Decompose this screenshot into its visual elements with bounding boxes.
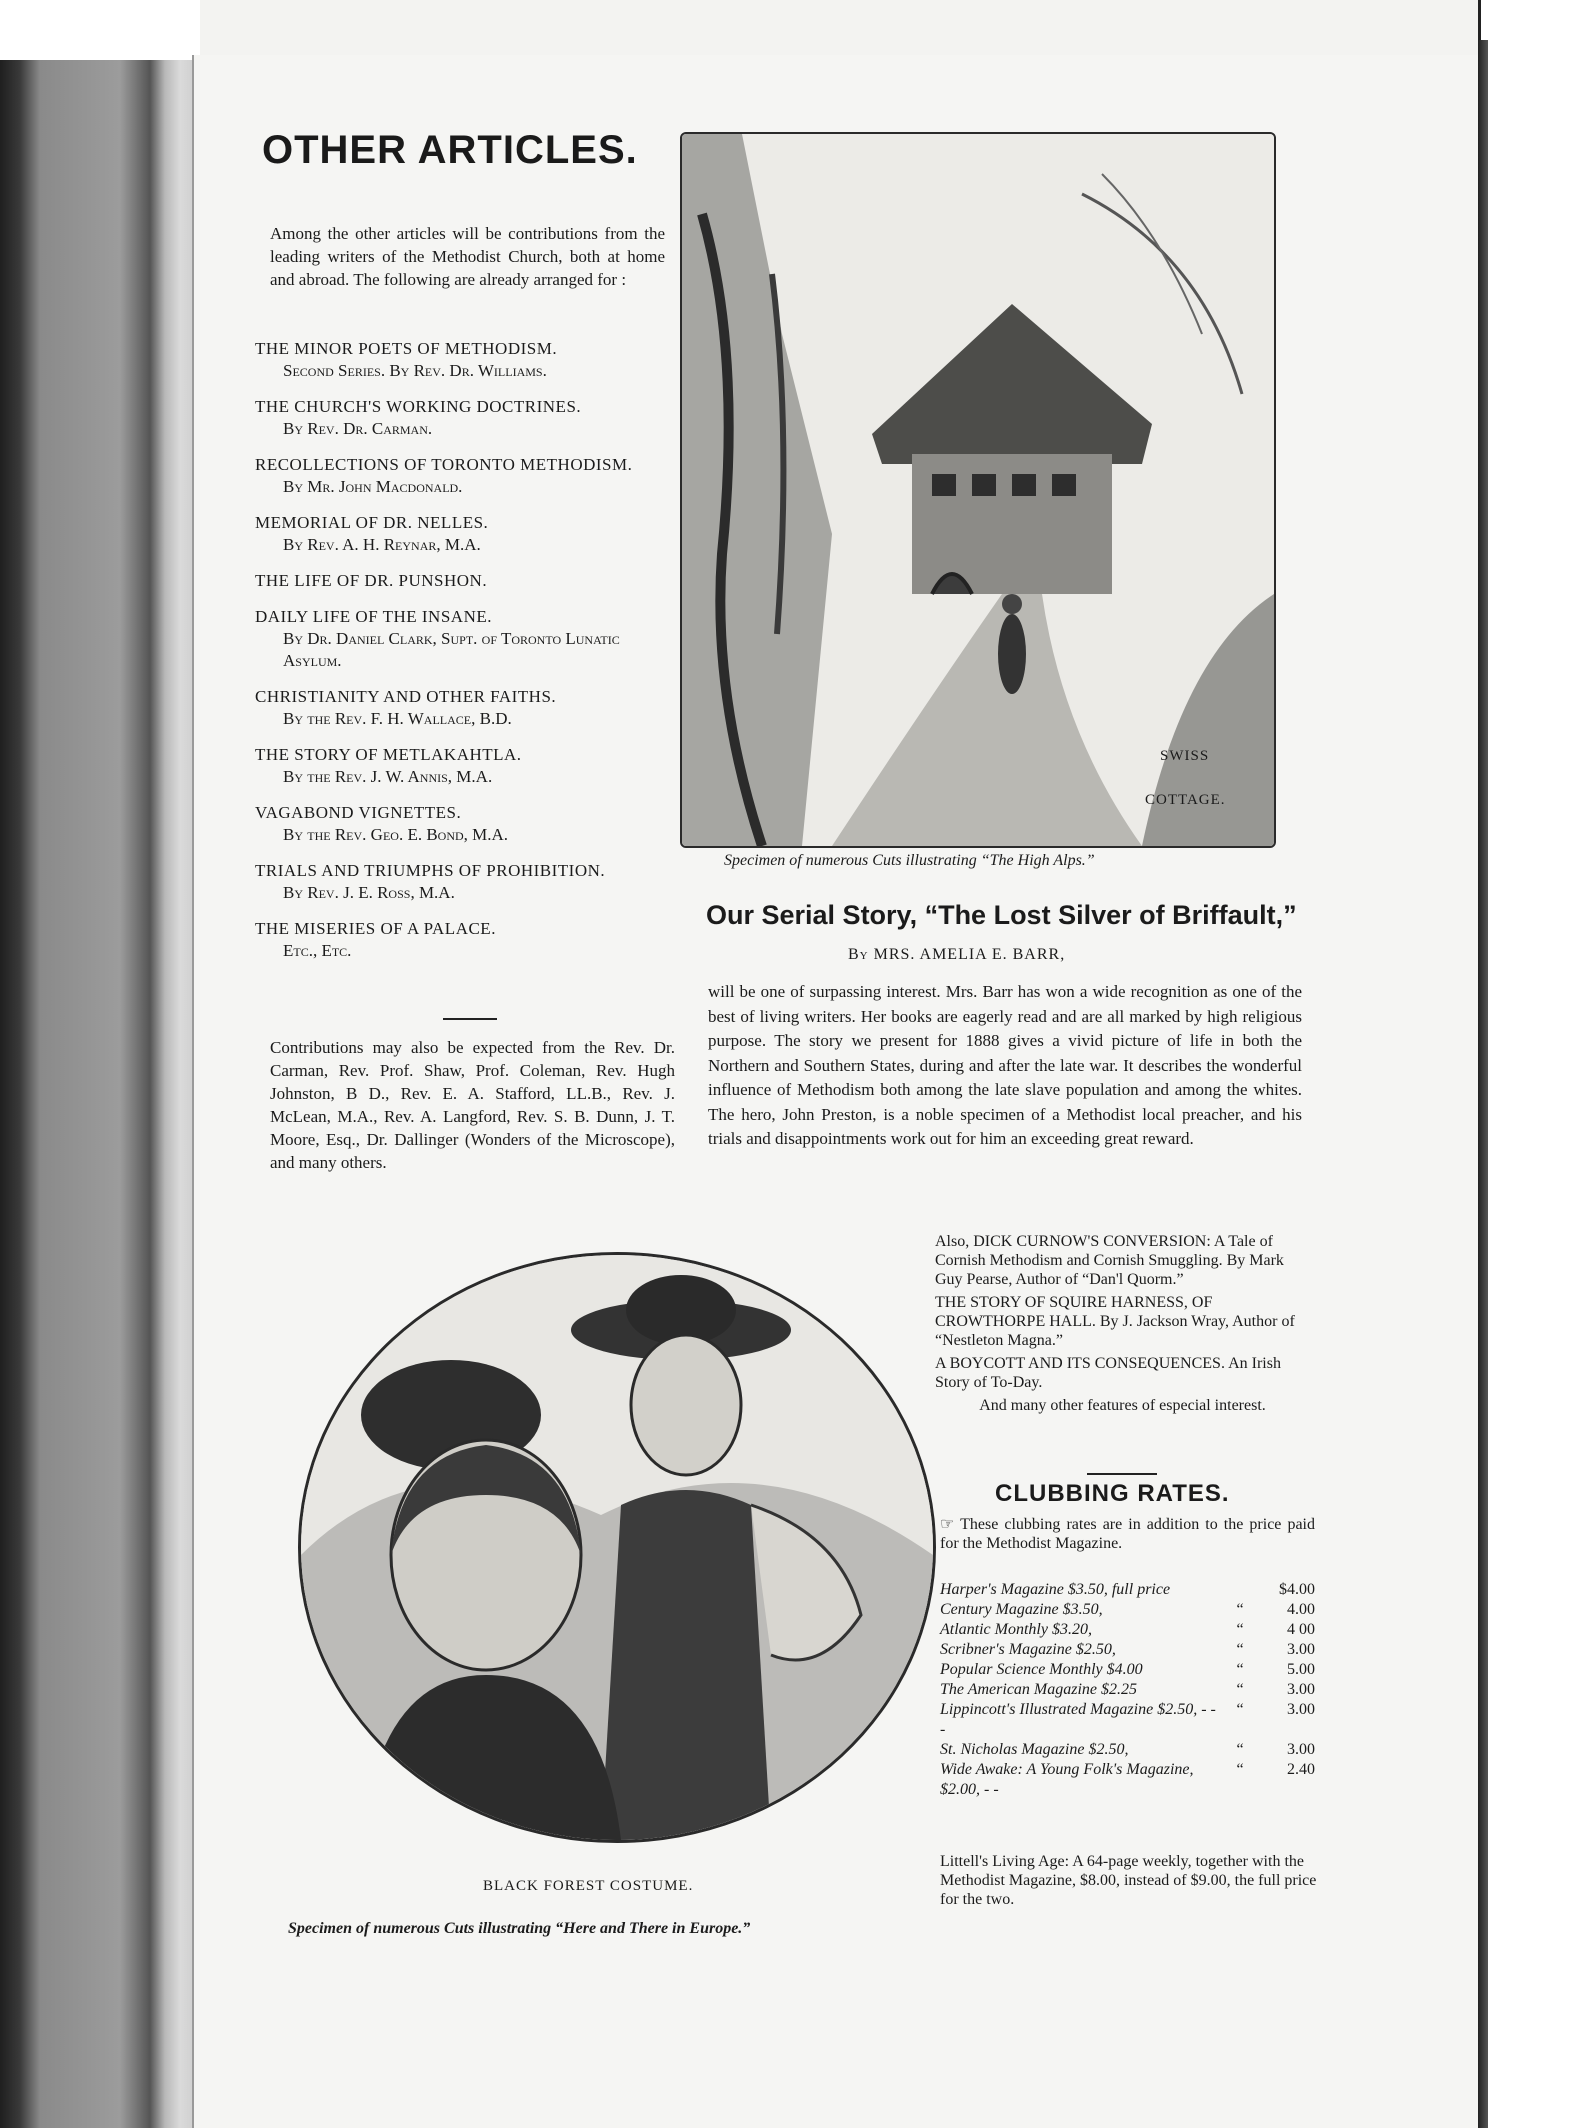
article-list xyxy=(255,338,675,976)
also-item: THE STORY OF SQUIRE HARNESS, OF CROWTHORPE HALL. By J. Jackson Wray, Author of “Nestleton Magna.” xyxy=(935,1294,1295,1349)
swiss-caption: Specimen of numerous Cuts illustrating “The High Alps.” xyxy=(724,852,1095,869)
ditto-mark: “ xyxy=(1236,1701,1244,1718)
article-title: DAILY LIFE OF THE INSANE. xyxy=(255,607,492,626)
table-row xyxy=(940,1580,1315,1600)
table-row xyxy=(940,1660,1315,1680)
article-byline: By Mr. John Macdonald. xyxy=(283,477,463,496)
swiss-cottage-illustration xyxy=(680,132,1276,848)
black-forest-caption: Specimen of numerous Cuts illustrating “Here and There in Europe.” xyxy=(288,1920,751,1937)
article-title: THE STORY OF METLAKAHTLA. xyxy=(255,745,522,764)
swiss-label: SWISS xyxy=(1160,748,1210,764)
contributions-paragraph: Contributions may also be expected from the Rev. Dr. Carman, Rev. Prof. Shaw, Prof. Coleman, Rev. Hugh Johnston, B D., Rev. E. A. Stafford, LL.B., Rev. J. McLean, M.A., Rev. A. Langford, Rev. S. B. Dunn, J. T. Moore, Esq., Dr. Dallinger (Wonders of the Microscope), and many others. xyxy=(270,1038,675,1172)
swiss-cottage-engraving xyxy=(682,134,1274,846)
magazine-name: Scribner's Magazine $2.50, xyxy=(940,1641,1116,1658)
price: 3.00 xyxy=(1287,1741,1315,1758)
magazine-name: St. Nicholas Magazine $2.50, xyxy=(940,1741,1129,1758)
table-row xyxy=(940,1600,1315,1620)
black-forest-illustration xyxy=(298,1252,936,1843)
table-row xyxy=(940,1680,1315,1700)
magazine-name: Popular Science Monthly $4.00 xyxy=(940,1661,1143,1678)
article-byline: By the Rev. J. W. Annis, M.A. xyxy=(283,767,493,786)
article-title: VAGABOND VIGNETTES. xyxy=(255,803,462,822)
article-item xyxy=(255,454,675,498)
table-row xyxy=(940,1740,1315,1760)
magazine-name: Harper's Magazine $3.50, full price xyxy=(940,1581,1171,1598)
littell-living-age-offer: Littell's Living Age: A 64-page weekly, together with the Methodist Magazine, $8.00, instead of $9.00, the full price for the two. xyxy=(940,1853,1317,1908)
ditto-mark: “ xyxy=(1236,1641,1244,1658)
article-item xyxy=(255,744,675,788)
also-features-list xyxy=(935,1232,1310,1419)
clubbing-divider xyxy=(1087,1473,1157,1475)
ditto-mark: “ xyxy=(1236,1621,1244,1638)
clubbing-rates-heading: CLUBBING RATES. xyxy=(995,1480,1230,1507)
article-byline: By Rev. Dr. Carman. xyxy=(283,419,433,438)
magazine-name: The American Magazine $2.25 xyxy=(940,1681,1138,1698)
next-page-edge xyxy=(1478,0,1592,2128)
ditto-mark: “ xyxy=(1236,1761,1244,1778)
article-item xyxy=(255,606,675,672)
ditto-mark: “ xyxy=(1236,1741,1244,1758)
price: $4.00 xyxy=(1279,1581,1315,1598)
article-byline: By Dr. Daniel Clark, Supt. of Toronto Lunatic Asylum. xyxy=(283,629,620,670)
article-byline: By the Rev. F. H. Wallace, B.D. xyxy=(283,709,512,728)
article-byline: Second Series. By Rev. Dr. Williams. xyxy=(283,361,547,380)
price: 3.00 xyxy=(1287,1701,1315,1718)
price: 2.40 xyxy=(1287,1761,1315,1778)
also-item: And many other features of especial interest. xyxy=(979,1397,1266,1414)
article-title: RECOLLECTIONS OF TORONTO METHODISM. xyxy=(255,455,633,474)
clubbing-intro-text: These clubbing rates are in addition to the price paid for the Methodist Magazine. xyxy=(940,1516,1316,1552)
price: 4.00 xyxy=(1287,1601,1315,1618)
also-item: A BOYCOTT AND ITS CONSEQUENCES. An Irish Story of To-Day. xyxy=(935,1355,1281,1391)
book-spine xyxy=(0,60,195,2128)
article-item xyxy=(255,396,675,440)
article-title: THE MINOR POETS OF METHODISM. xyxy=(255,339,558,358)
black-forest-engraving xyxy=(301,1255,933,1840)
ditto-mark: “ xyxy=(1236,1601,1244,1618)
article-title: THE LIFE OF DR. PUNSHON. xyxy=(255,571,488,590)
table-row xyxy=(940,1760,1315,1800)
serial-story-body: will be one of surpassing interest. Mrs. Barr has won a wide recognition as one of the best of living writers. Her books are eagerly read and are all marked by high religious purpose. The story we present for 1888 gives a vivid picture of life in both the Northern and Southern States, during and after the late war. It describes the wonderful influence of Methodism both among the late slave population and among the whites. The hero, John Preston, is a noble specimen of a Methodist local preacher, and his trials and disappointments work out for him an exceeding great reward. xyxy=(708,982,1302,1148)
article-item xyxy=(255,570,675,592)
section-divider xyxy=(443,1018,497,1020)
magazine-name: Atlantic Monthly $3.20, xyxy=(940,1621,1092,1638)
page-heading: OTHER ARTICLES. xyxy=(262,128,638,172)
article-byline: By the Rev. Geo. E. Bond, M.A. xyxy=(283,825,509,844)
pointing-hand-icon: ☞ xyxy=(940,1516,961,1533)
price: 3.00 xyxy=(1287,1681,1315,1698)
article-byline: By Rev. A. H. Reynar, M.A. xyxy=(283,535,481,554)
price: 3.00 xyxy=(1287,1641,1315,1658)
article-title: THE MISERIES OF A PALACE. xyxy=(255,919,496,938)
article-item xyxy=(255,338,675,382)
article-title: THE CHURCH'S WORKING DOCTRINES. xyxy=(255,397,582,416)
article-item xyxy=(255,686,675,730)
article-item xyxy=(255,802,675,846)
magazine-name: Wide Awake: A Young Folk's Magazine, $2.00, - - xyxy=(940,1761,1194,1798)
clubbing-rates-intro xyxy=(940,1515,1315,1553)
ditto-mark: “ xyxy=(1236,1661,1244,1678)
magazine-name: Lippincott's Illustrated Magazine $2.50, - - - xyxy=(940,1701,1216,1738)
table-row xyxy=(940,1620,1315,1640)
article-item xyxy=(255,918,675,962)
cottage-label: COTTAGE. xyxy=(1145,792,1226,808)
article-title: TRIALS AND TRIUMPHS OF PROHIBITION. xyxy=(255,861,606,880)
article-byline: By Rev. J. E. Ross, M.A. xyxy=(283,883,455,902)
page-margin-top xyxy=(0,0,200,60)
serial-story-title: Our Serial Story, “The Lost Silver of Briffault,” xyxy=(706,900,1297,930)
also-item: Also, DICK CURNOW'S CONVERSION: A Tale of Cornish Methodism and Cornish Smuggling. By Mark Guy Pearse, Author of “Dan'l Quorm.” xyxy=(935,1233,1284,1288)
table-row xyxy=(940,1700,1315,1740)
ditto-mark xyxy=(1225,1580,1255,1600)
article-title: CHRISTIANITY AND OTHER FAITHS. xyxy=(255,687,557,706)
serial-story-byline: By MRS. AMELIA E. BARR, xyxy=(848,946,1066,963)
article-byline: Etc., Etc. xyxy=(283,941,352,960)
ditto-mark: “ xyxy=(1236,1681,1244,1698)
article-item xyxy=(255,860,675,904)
magazine-name: Century Magazine $3.50, xyxy=(940,1601,1103,1618)
price: 4 00 xyxy=(1287,1621,1315,1638)
page-gutter-shadow xyxy=(1478,40,1488,2128)
clubbing-rates-table xyxy=(940,1580,1315,1800)
article-item xyxy=(255,512,675,556)
black-forest-label: BLACK FOREST COSTUME. xyxy=(483,1878,694,1894)
intro-paragraph: Among the other articles will be contributions from the leading writers of the Methodist Church, both at home and abroad. The following are already arranged for : xyxy=(270,224,665,289)
price: 5.00 xyxy=(1287,1661,1315,1678)
article-title: MEMORIAL OF DR. NELLES. xyxy=(255,513,489,532)
table-row xyxy=(940,1640,1315,1660)
